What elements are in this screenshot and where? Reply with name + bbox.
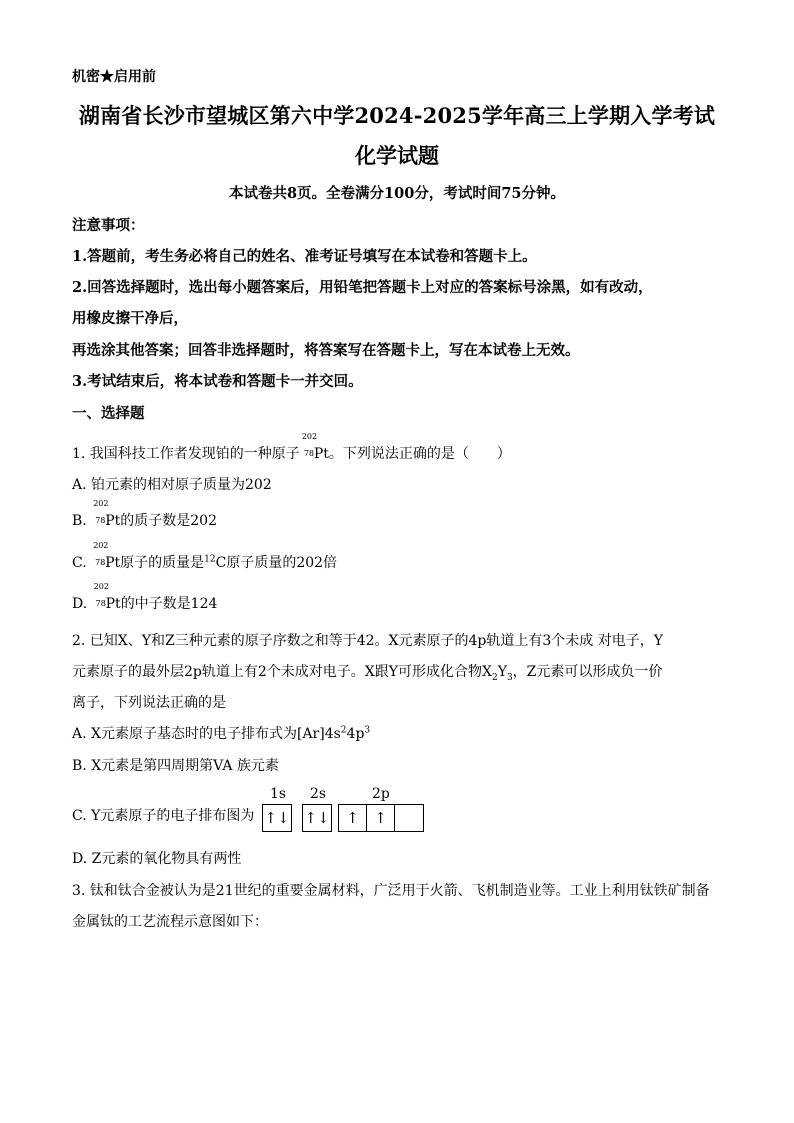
section-heading: 一、选择题 [72, 405, 145, 422]
q2-option-b: B. X元素是第四周期第VA 族元素 [72, 758, 279, 774]
orbital-box-1s [262, 804, 292, 832]
q3-stem-line2: 金属钛的工艺流程示意图如下： [72, 914, 268, 930]
isotope-notation: 202 78 [93, 499, 109, 525]
q1-option-a: A. 铂元素的相对原子质量为202 [72, 477, 272, 493]
q1-option-c: C. 202 78 Pt原子的质量是$^{12}$C原子质量的202倍 [72, 541, 338, 571]
q2-stem-line2: 元素原子的最外层2p轨道上有2个未成对电子。X跟Y可形成化合物$X_2Y_3$，Z元素可以形成负一价 [72, 664, 663, 683]
q1-option-d: D. 202 78 Pt的中子数是124 [72, 582, 218, 612]
orbital-cell [395, 805, 423, 831]
q2-option-c: C. Y元素原子的电子排布图为 [72, 808, 255, 824]
exam-title: 湖南省长沙市望城区第六中学2024-2025学年高三上学期入学考试 [78, 103, 716, 128]
orbital-cell: ↑ [339, 805, 367, 831]
orbital-box-2p [338, 804, 424, 832]
note-item: 2.回答选择题时，选出每小题答案后，用铅笔把答题卡上对应的答案标号涂黑，如有改动， [72, 279, 653, 296]
orbital-label-2s: 2s [310, 786, 327, 802]
q2-stem-line3: 离子，下列说法正确的是 [72, 695, 226, 711]
orbital-cell: ↑↓ [264, 809, 290, 827]
isotope-notation: 202 78 [93, 582, 109, 608]
note-item: 用橡皮擦干净后， [72, 310, 188, 327]
note-item: 再选涂其他答案；回答非选择题时，将答案写在答题卡上，写在本试卷上无效。 [72, 342, 580, 359]
q2-stem-line1: 2. 已知X、Y和Z三种元素的原子序数之和等于42。X元素原子的4p轨道上有3个未成 对电子，Y [72, 633, 663, 649]
exam-info: 本试卷共8页。全卷满分100分，考试时间75分钟。 [228, 185, 566, 202]
note-item: 1.答题前，考生务必将自己的姓名、准考证号填写在本试卷和答题卡上。 [72, 248, 537, 265]
q2-option-a: A. X元素原子基态时的电子排布式为$[Ar]4s^24p^3$ [72, 725, 371, 742]
orbital-label-1s: 1s [270, 786, 287, 802]
orbital-label-2p: 2p [372, 786, 390, 802]
q2-option-d: D. Z元素的氧化物具有两性 [72, 851, 242, 867]
confidential-label: 机密★启用前 [72, 69, 156, 85]
orbital-cell: ↑ [367, 805, 395, 831]
q1-stem-text: 1. 我国科技工作者发现铂的一种原子 [72, 446, 300, 462]
orbital-box-2s [302, 804, 332, 832]
exam-subtitle: 化学试题 [355, 143, 439, 168]
q3-stem-line1: 3. 钛和钛合金被认为是21世纪的重要金属材料，广泛用于火箭、飞机制造业等。工业上利用钛铁矿制备 [72, 883, 710, 899]
q1-stem: 1. 我国科技工作者发现铂的一种原子 202 78 Pt。下列说法正确的是（ ） [72, 432, 511, 462]
isotope-notation: 202 78 [93, 541, 109, 567]
isotope-notation: 202 78 [301, 432, 318, 458]
note-item: 3.考试结束后，将本试卷和答题卡一并交回。 [72, 373, 363, 390]
orbital-cell: ↑↓ [304, 809, 330, 827]
q1-option-b: B. 202 78 Pt的质子数是202 [72, 499, 217, 529]
notes-heading: 注意事项： [72, 217, 145, 234]
